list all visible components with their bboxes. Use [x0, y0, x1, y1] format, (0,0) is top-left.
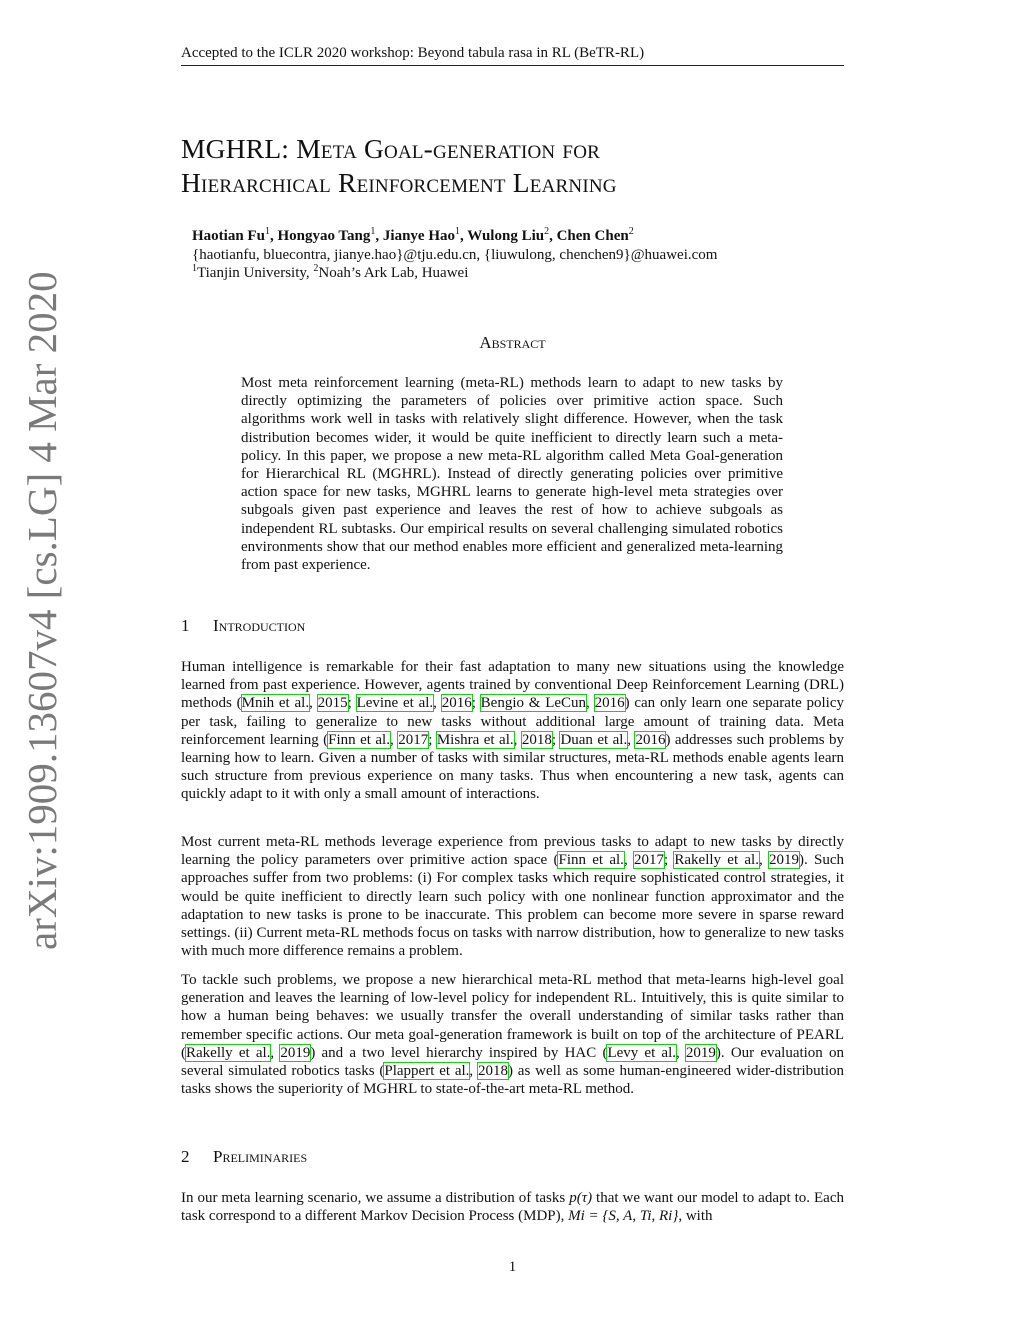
title-line-2: Hierarchical Reinforcement Learning: [181, 167, 617, 198]
section-number: 2: [181, 1147, 190, 1166]
citation-year-link[interactable]: 2016: [594, 695, 625, 712]
citation-year-link[interactable]: 2017: [398, 731, 429, 748]
author-affil-mark: 2: [544, 226, 550, 237]
intro-paragraph-2: Most current meta-RL methods leverage experience from previous tasks to adapt to new tasks by directly learning the policy parameters over primitive action space (Finn et al., 2017; Rakelly et al., 2019). Such approaches suffer from two problems: (i) For complex tasks which require sophisticated control strategies, it would be quite inefficient to directly learn such policy with one nonlinear function approximator and the adaptation to new tasks is prone to be inaccurate. This problem can become more severe in sparse reward settings. (ii) Current meta-RL methods focus on tasks with narrow distribution, how to generalize to new tasks with much more difference remains a problem.: [181, 834, 845, 960]
citation-year-link[interactable]: 2019: [685, 1044, 716, 1061]
affiliations: [192, 264, 842, 283]
abstract-heading: Abstract: [479, 333, 546, 352]
author-name: Haotian Fu: [192, 228, 265, 244]
citation-link[interactable]: Duan et al.: [560, 731, 628, 748]
affil-mark: 2: [313, 263, 319, 274]
citation-link[interactable]: Rakelly et al.: [186, 1044, 271, 1061]
section-heading-introduction: [181, 616, 844, 636]
citation-link[interactable]: Plappert et al.: [384, 1063, 470, 1080]
author-affil-mark: 2: [628, 226, 634, 237]
citation-link[interactable]: Levy et al.: [607, 1044, 676, 1061]
author-affil-mark: 1: [370, 226, 376, 237]
citation-year-link[interactable]: 2018: [521, 731, 552, 748]
affiliation: Noah’s Ark Lab, Huawei: [318, 265, 469, 281]
citation-year-link[interactable]: 2019: [769, 852, 799, 869]
section-title: Preliminaries: [213, 1147, 308, 1166]
title-line-1: MGHRL: Meta Goal-generation for: [181, 133, 600, 164]
author-affil-mark: 1: [455, 226, 460, 237]
citation-link[interactable]: Finn et al.: [558, 852, 624, 869]
author-name: Jianye Hao: [382, 228, 455, 244]
intro-paragraph-1: Human intelligence is remarkable for their fast adaptation to many new situations using the knowledge learned from past experience. However, agents trained by conventional Deep Reinforcement Learning (DRL) methods (Mnih et al., 2015; Levine et al., 2016; Bengio & LeCun, 2016) can only learn one separate policy per task, failing to generalize to new tasks without additional large amount of training data. Meta reinforcement learning (Finn et al., 2017; Mishra et al., 2018; Duan et al., 2016) addresses such problems by learning how to learn. Given a number of tasks with similar structures, meta-RL methods enable agents learn such structure from previous experience on many tasks. Thus when encountering a new task, agents can quickly adapt to it with only a small amount of interactions.: [181, 659, 845, 803]
citation-link[interactable]: Levine et al.: [356, 695, 434, 712]
math-task-distribution: p(τ): [569, 1190, 593, 1206]
running-header: Accepted to the ICLR 2020 workshop: Beyond tabula rasa in RL (BeTR-RL): [181, 45, 645, 61]
citation-link[interactable]: Finn et al.: [328, 731, 390, 748]
header-rule: [181, 65, 844, 66]
arxiv-identifier-watermark: arXiv:1909.13607v4 [cs.LG] 4 Mar 2020: [19, 271, 65, 950]
citation-year-link[interactable]: 2015: [317, 695, 348, 712]
author-name: Hongyao Tang: [277, 228, 371, 244]
author-list: Haotian Fu$^1$, Hongyao Tang$^1$, Jianye Hao$^1$, Wulong Liu$^2$, Chen Chen$^2$: [192, 226, 634, 244]
citation-link[interactable]: Rakelly et al.: [674, 852, 759, 869]
citation-link[interactable]: Mnih et al.: [241, 695, 310, 712]
abstract-text: Most meta reinforcement learning (meta-RL) methods learn to adapt to new tasks by directly optimizing the parameters of policies over primitive action space. Such algorithms work well in tasks with relatively slight difference. However, when the task distribution becomes wider, it would be quite inefficient to directly learn such a meta-policy. In this paper, we propose a new meta-RL algorithm called Meta Goal-generation for Hierarchical RL (MGHRL). Instead of directly generating policies over primitive action space for new tasks, MGHRL learns to generate high-level meta strategies over subgoals given past experience and leaves the rest of how to achieve subgoals as independent RL subtasks. Our empirical results on several challenging simulated robotics environments show that our method enables more efficient and generalized meta-learning from past experience.: [241, 375, 783, 574]
author-name: Wulong Liu: [467, 228, 545, 244]
citation-link[interactable]: Bengio & LeCun: [480, 695, 587, 712]
author-affil-mark: 1: [264, 226, 270, 237]
citation-link[interactable]: Mishra et al.: [436, 731, 514, 748]
paper-title: [181, 132, 844, 200]
affil-mark: 1: [192, 263, 197, 274]
citation-year-link[interactable]: 2016: [441, 695, 472, 712]
section-title: Introduction: [213, 616, 306, 635]
affiliation: Tianjin University,: [197, 265, 314, 281]
author-name: Chen Chen: [556, 228, 629, 244]
citation-year-link[interactable]: 2016: [635, 731, 666, 748]
math-mdp-definition: Mi = {S, A, Ti, Ri}: [568, 1208, 679, 1225]
citation-year-link[interactable]: 2017: [633, 852, 664, 869]
section-heading-preliminaries: [181, 1147, 844, 1167]
author-emails: {haotianfu, bluecontra, jianye.hao}@tju.edu.cn, {liuwulong, chenchen9}@huawei.com: [192, 247, 718, 263]
citation-year-link[interactable]: 2018: [478, 1063, 508, 1080]
section-number: 1: [181, 616, 190, 635]
citation-year-link[interactable]: 2019: [280, 1044, 311, 1061]
prelim-paragraph-1: In our meta learning scenario, we assume a distribution of tasks p(τ) that we want our model to adapt to. Each task correspond to a different Markov Decision Process (MDP), Mi = {S, A, Ti, Ri}, with: [181, 1190, 844, 1225]
intro-paragraph-3: To tackle such problems, we propose a new hierarchical meta-RL method that meta-learns high-level goal generation and leaves the learning of low-level policy for independent RL. Intuitively, this is quite similar to how a human being behaves: we usually transfer the overall understanding of similar tasks rather than remember specific actions. Our meta goal-generation framework is built on top of the architecture of PEARL (Rakelly et al., 2019) and a two level hierarchy inspired by HAC (Levy et al., 2019). Our evaluation on several simulated robotics tasks (Plappert et al., 2018) as well as some human-engineered wider-distribution tasks shows the superiority of MGHRL to state-of-the-art meta-RL method.: [181, 972, 845, 1098]
page-number: 1: [508, 1259, 517, 1275]
